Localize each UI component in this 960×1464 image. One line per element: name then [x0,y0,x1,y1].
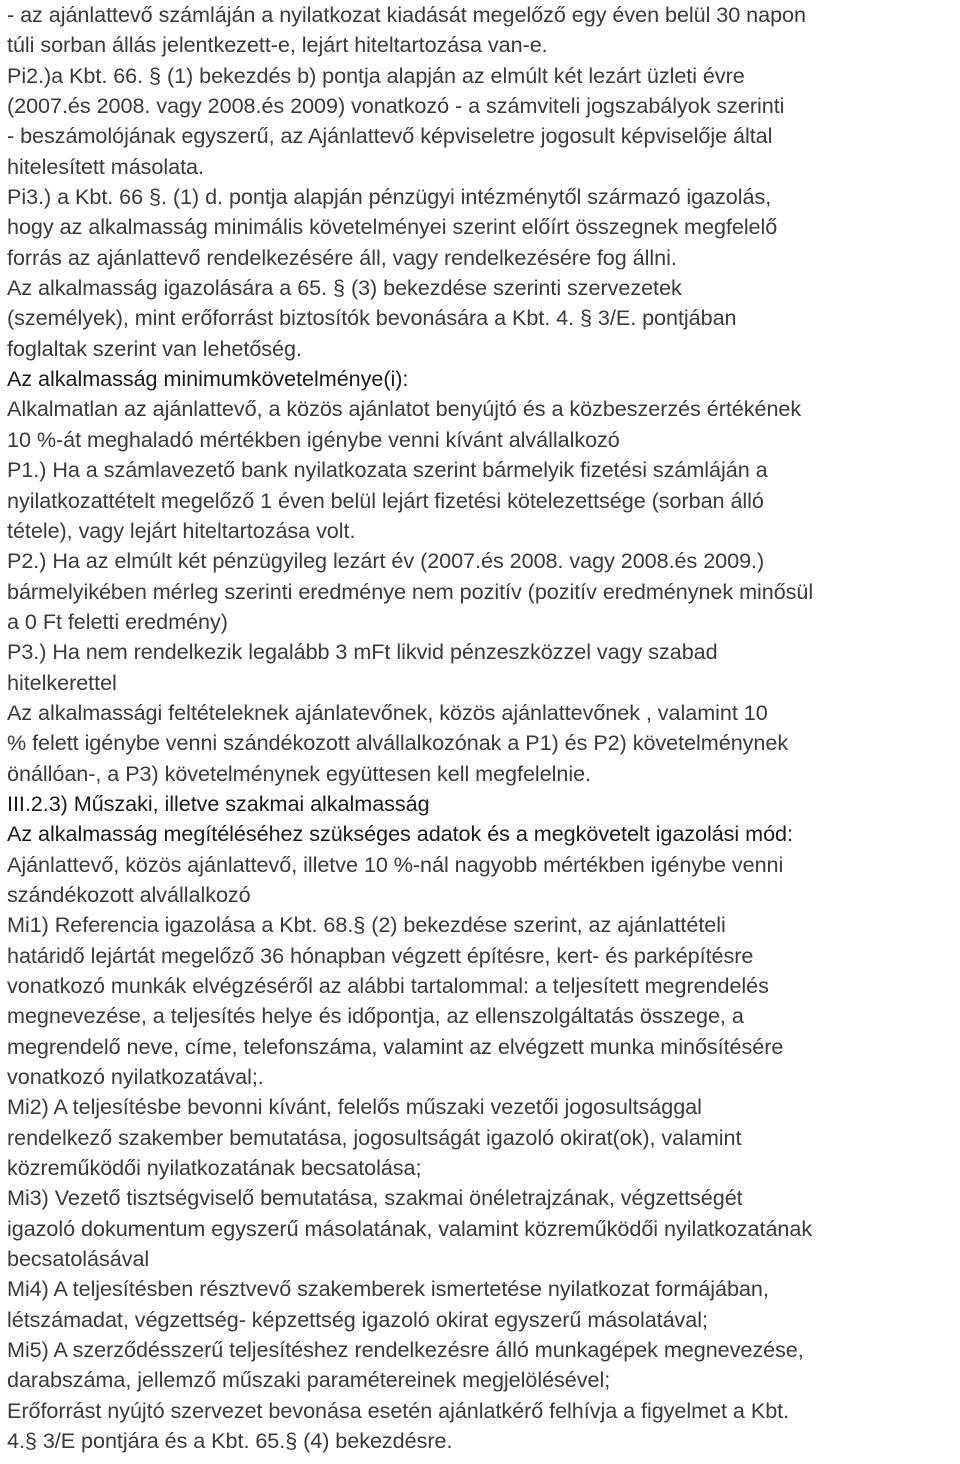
section-heading: Az alkalmasság megítéléséhez szükséges adatok és a megkövetelt igazolási mód: [7,821,793,847]
text-line: Ajánlattevő, közös ajánlattevő, illetve 10 %-nál nagyobb mértékben igénybe venni [7,851,784,877]
text-line: Erőforrást nyújtó szervezet bevonása esetén ajánlatkérő felhívja a figyelmet a Kbt. [7,1397,790,1423]
text-line: szándékozott alvállalkozó [7,881,251,907]
text-line: becsatolásával [7,1246,150,1272]
text-line: rendelkező szakember bemutatása, jogosultságát igazoló okirat(ok), valamint [7,1124,742,1150]
text-line: Az alkalmasság igazolására a 65. § (3) bekezdése szerinti szervezetek [7,275,682,301]
text-line: Az alkalmassági feltételeknek ajánlatevőnek, közös ajánlattevőnek , valamint 10 [7,699,768,725]
text-line: Pi2.)a Kbt. 66. § (1) bekezdés b) pontja alapján az elmúlt két lezárt üzleti évre [7,62,745,88]
text-line: (személyek), mint erőforrást biztosítók bevonására a Kbt. 4. § 3/E. pontjában [7,305,737,331]
text-line: (2007.és 2008. vagy 2008.és 2009) vonatkozó - a számviteli jogszabályok szerinti [7,93,785,119]
text-line: foglaltak szerint van lehetőség. [7,335,302,361]
text-line: megrendelő neve, címe, telefonszáma, valamint az elvégzett munka minősítésére [7,1033,784,1059]
text-line: 10 %-át meghaladó mértékben igénybe venni kívánt alvállalkozó [7,426,620,452]
text-line: megnevezése, a teljesítés helye és időpontja, az ellenszolgáltatás összege, a [7,1003,744,1029]
section-heading: Az alkalmasság minimumkövetelménye(i): [7,366,409,392]
text-line: tétele), vagy lejárt hiteltartozása volt. [7,517,356,543]
text-line: a 0 Ft feletti eredmény) [7,608,228,634]
section-heading: III.2.3) Műszaki, illetve szakmai alkalmasság [7,790,430,816]
text-line: Alkalmatlan az ajánlattevő, a közös ajánlatot benyújtó és a közbeszerzés értékének [7,396,802,422]
text-line: vonatkozó nyilatkozatával;. [7,1064,264,1090]
text-line: túli sorban állás jelentkezett-e, lejárt hiteltartozása van-e. [7,32,548,58]
text-line: Mi5) A szerződésszerű teljesítéshez rendelkezésre álló munkagépek megnevezése, [7,1337,804,1363]
text-line: P2.) Ha az elmúlt két pénzügyileg lezárt év (2007.és 2008. vagy 2008.és 2009.) [7,548,765,574]
text-line: vonatkozó munkák elvégzéséről az alábbi tartalommal: a teljesített megrendelés [7,973,769,998]
text-line: P1.) Ha a számlavezető bank nyilatkozata szerint bármelyik fizetési számláján a [7,457,768,483]
text-line: hogy az alkalmasság minimális követelményei szerint előírt összegnek megfelelő [7,214,778,240]
text-line: hitelkerettel [7,669,117,695]
text-line: nyilatkozattételt megelőző 1 éven belül lejárt fizetési kötelezettsége (sorban álló [7,487,764,513]
text-line: hitelesített másolata. [7,153,204,179]
text-line: - az ajánlattevő számláján a nyilatkozat kiadását megelőző egy éven belül 30 napon [7,2,806,27]
text-line: Pi3.) a Kbt. 66 §. (1) d. pontja alapján pénzügyi intézménytől származó igazolás, [7,184,772,210]
text-line: Mi1) Referencia igazolása a Kbt. 68.§ (2) bekezdése szerint, az ajánlattételi [7,912,726,938]
text-line: 4.§ 3/E pontjára és a Kbt. 65.§ (4) bekezdésre. [7,1428,453,1454]
text-line: Mi4) A teljesítésben résztvevő szakemberek ismertetése nyilatkozat formájában, [7,1276,769,1302]
text-line: bármelyikében mérleg szerinti eredménye nem pozitív (pozitív eredménynek minősül [7,578,814,604]
text-line: forrás az ajánlattevő rendelkezésére áll, vagy rendelkezésére fog állni. [7,244,677,270]
text-line: - beszámolójának egyszerű, az Ajánlattevő képviseletre jogosult képviselője által [7,123,773,149]
text-line: Mi2) A teljesítésbe bevonni kívánt, felelős műszaki vezetői jogosultsággal [7,1094,702,1120]
text-line: önállóan-, a P3) követelménynek együttesen kell megfelelnie. [7,760,591,786]
text-line: határidő lejártát megelőző 36 hónapban végzett építésre, kert- és parképítésre [7,942,754,968]
text-line: % felett igénybe venni szándékozott alvállalkozónak a P1) és P2) követelménynek [7,730,789,756]
text-line: Mi3) Vezető tisztségviselő bemutatása, szakmai önéletrajzának, végzettségét [7,1185,743,1211]
text-line: igazoló dokumentum egyszerű másolatának, valamint közreműködői nyilatkozatának [7,1215,813,1241]
text-line: darabszáma, jellemző műszaki paramétereinek megjelölésével; [7,1367,611,1393]
text-line: közreműködői nyilatkozatának becsatolása; [7,1155,422,1181]
text-line: létszámadat, végzettség- képzettség igazoló okirat egyszerű másolatával; [7,1306,708,1332]
text-line: P3.) Ha nem rendelkezik legalább 3 mFt likvid pénzeszközzel vagy szabad [7,639,718,665]
document-body [7,0,957,1457]
